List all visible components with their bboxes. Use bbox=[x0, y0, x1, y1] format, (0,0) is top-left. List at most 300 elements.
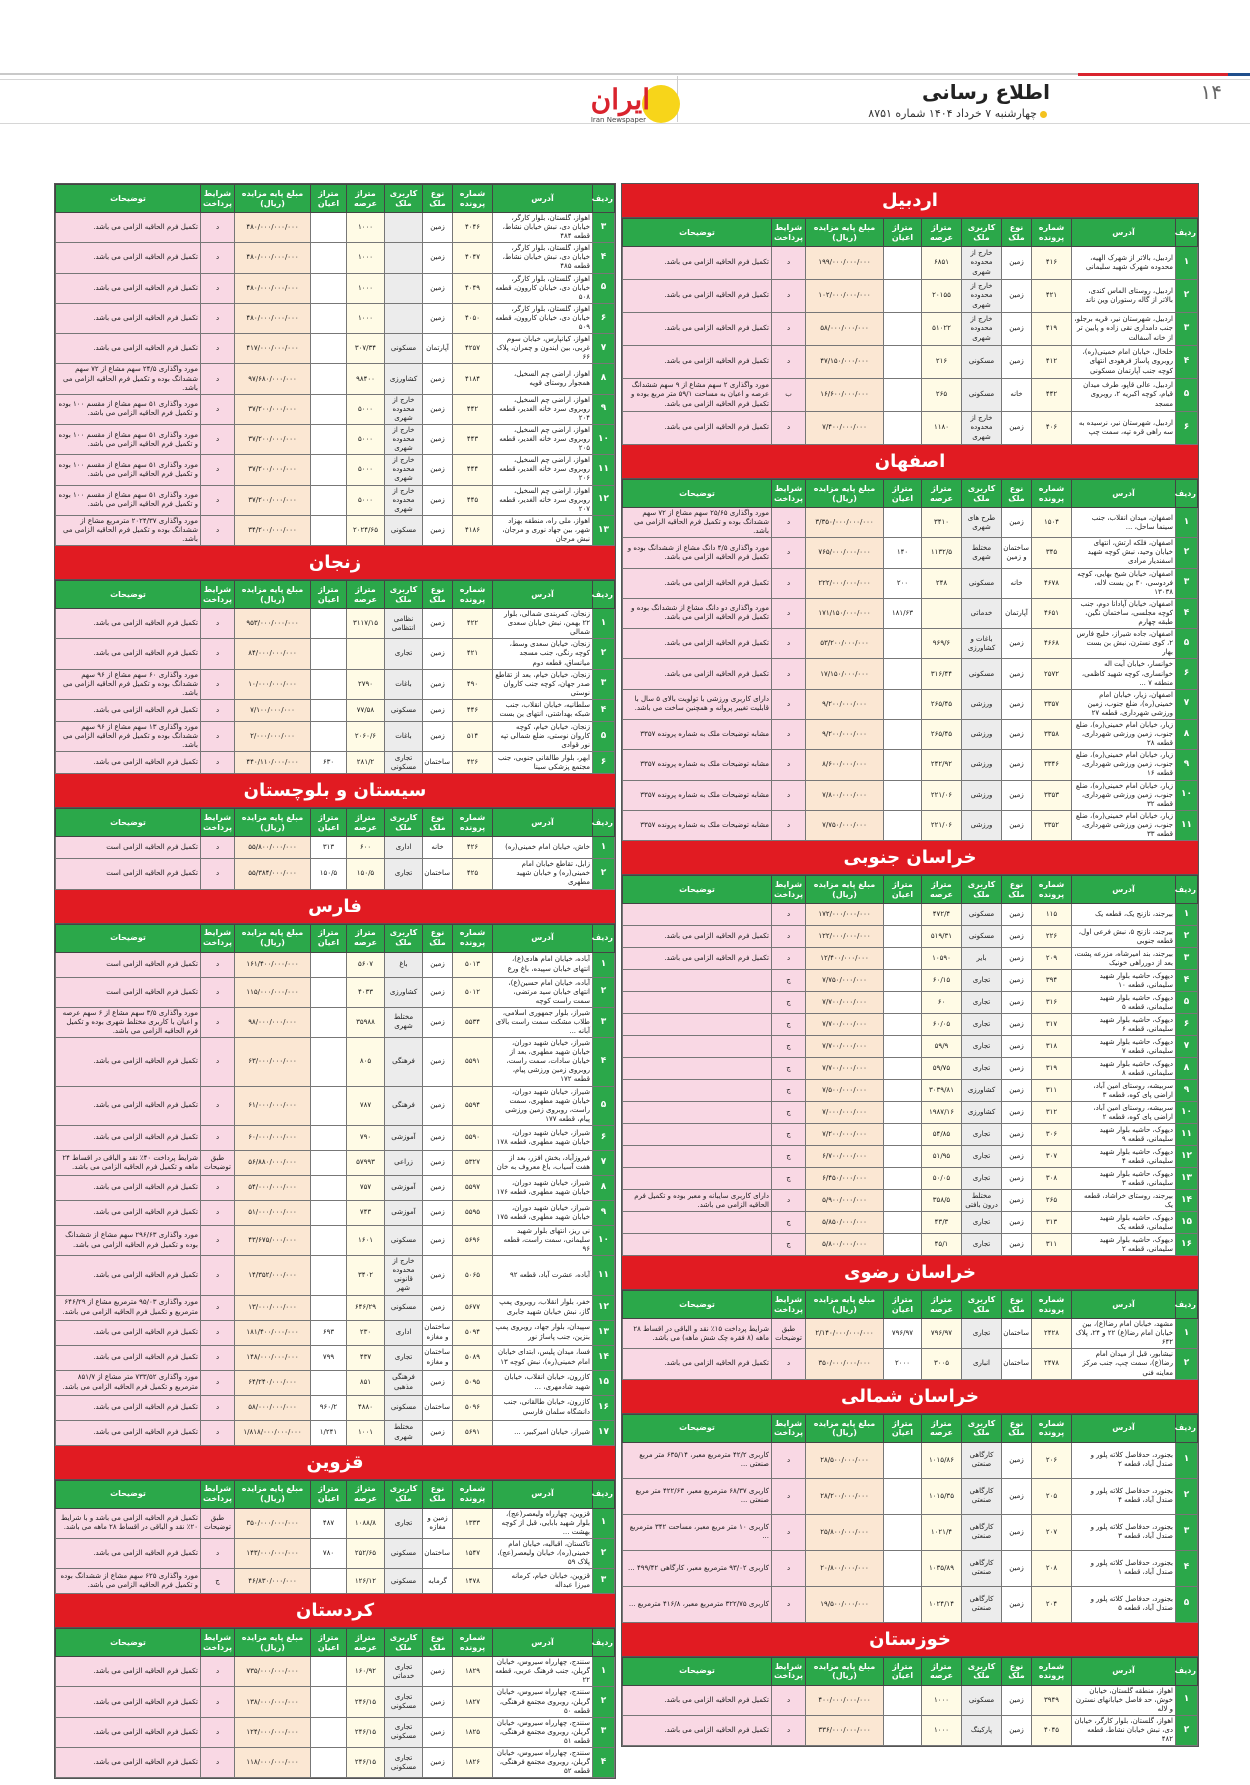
cell-row-number: ۲ bbox=[593, 1538, 615, 1568]
column-header-base-price: مبلغ پایه مزایده (ریال) bbox=[235, 924, 311, 952]
cell-land-use: تجاری bbox=[385, 639, 423, 669]
cell-row-number: ۱۵ bbox=[593, 1370, 615, 1395]
cell-file-number: ۱۵۴۷ bbox=[453, 1538, 493, 1568]
cell-row-number: ۸ bbox=[1176, 719, 1198, 749]
province-title: خوزستان bbox=[622, 1623, 1198, 1657]
cell-property-type: زمین bbox=[1002, 926, 1032, 948]
cell-base-price: ۳۳۶/۰۰۰/۰۰۰/۰۰۰ bbox=[806, 1715, 884, 1745]
cell-land-area: ۳۱۱۷/۱۵ bbox=[347, 609, 385, 639]
cell-base-price: ۲۲۲/۰۰۰/۰۰۰/۰۰۰ bbox=[806, 568, 884, 598]
cell-building-area bbox=[884, 1124, 922, 1146]
cell-base-price: ۵۵/۸۰۰/۰۰۰/۰۰۰ bbox=[235, 837, 311, 859]
table-row bbox=[56, 1038, 615, 1086]
cell-land-use: ورزشی bbox=[962, 689, 1002, 719]
column-header-address: آدرس bbox=[1072, 1291, 1176, 1319]
page-number: ۱۴ bbox=[1200, 80, 1222, 104]
column-header-property-type: نوع ملک bbox=[423, 809, 453, 837]
table-row bbox=[623, 1124, 1198, 1146]
cell-payment-terms: د bbox=[201, 721, 235, 751]
cell-base-price: ۸۴/۰۰۰/۰۰۰/۰۰۰ bbox=[235, 639, 311, 669]
cell-building-area bbox=[884, 904, 922, 926]
cell-payment-terms: ج bbox=[201, 1569, 235, 1594]
cell-property-type: خانه bbox=[423, 837, 453, 859]
auction-table bbox=[622, 1290, 1198, 1380]
cell-land-area: ۲۲۱/۰۶ bbox=[922, 780, 962, 810]
cell-address: زیار، خیابان امام خمینی(ره)، ضلع جنوب، زمین ورزشی شهرداری، قطعه ۳۲ bbox=[1072, 780, 1176, 810]
cell-land-use: مسکونی bbox=[962, 659, 1002, 689]
cell-property-type: زمین bbox=[1002, 1102, 1032, 1124]
cell-file-number: ۳۱۱ bbox=[1032, 1234, 1072, 1256]
cell-land-area: ۳۰۰۵ bbox=[922, 1349, 962, 1379]
cell-row-number: ۱ bbox=[1176, 904, 1198, 926]
column-header-description: توضیحات bbox=[623, 1657, 772, 1685]
cell-payment-terms: د bbox=[201, 1320, 235, 1345]
cell-base-price: ۱۲/۴۰۰/۰۰۰/۰۰۰ bbox=[806, 948, 884, 970]
cell-land-use bbox=[385, 213, 423, 243]
cell-land-use: نظامی انتظامی bbox=[385, 609, 423, 639]
table-header-row bbox=[623, 1291, 1198, 1319]
cell-row-number: ۲ bbox=[1176, 1715, 1198, 1745]
cell-address: اصفهان، جاده شیراز، خلیج فارس ۲، کوی نسترن، نبش بن بست بهار bbox=[1072, 629, 1176, 659]
cell-base-price: ۳۷/۲۰۰/۰۰۰/۰۰۰ bbox=[235, 485, 311, 515]
column-header-building-area: متراژ اعیان bbox=[311, 1480, 347, 1508]
column-header-description: توضیحات bbox=[56, 1629, 201, 1657]
column-header-land-use: کاربری ملک bbox=[962, 1657, 1002, 1685]
province-title: کردستان bbox=[55, 1594, 615, 1628]
cell-building-area: ۳۱۳ bbox=[311, 837, 347, 859]
cell-land-use: تجاری مسکونی bbox=[385, 1687, 423, 1717]
cell-land-area: ۷۹۰ bbox=[347, 1125, 385, 1150]
cell-building-area bbox=[311, 1370, 347, 1395]
cell-address: آباده، خیابان امام هادی(ع)، انتهای خیابان سپیده، باغ ورع bbox=[493, 952, 593, 977]
cell-address: اصفهان، فلکه ارتش، انتهای خیابان وحید، نبش کوچه شهید اسفندیار مرادی bbox=[1072, 538, 1176, 568]
cell-base-price: ۲۸/۵۰۰/۰۰۰/۰۰۰ bbox=[806, 1442, 884, 1478]
cell-land-area: ۸۵۱ bbox=[347, 1370, 385, 1395]
cell-file-number: ۵۶۹۱ bbox=[453, 1420, 493, 1445]
cell-land-use: خارج از محدوده شهری bbox=[962, 247, 1002, 280]
cell-property-type: زمین bbox=[1002, 1190, 1032, 1212]
cell-base-price: ۱۸۱/۴۰۰/۰۰۰/۰۰۰ bbox=[235, 1320, 311, 1345]
cell-building-area bbox=[311, 952, 347, 977]
cell-land-area: ۴۳۷ bbox=[347, 1345, 385, 1370]
cell-land-use: کشاورزی bbox=[385, 364, 423, 394]
cell-land-use: ورزشی bbox=[962, 750, 1002, 780]
cell-building-area bbox=[884, 992, 922, 1014]
cell-file-number: ۳۰۸ bbox=[1032, 1168, 1072, 1190]
cell-base-price: ۷/۲۰۰/۰۰۰/۰۰۰ bbox=[806, 1124, 884, 1146]
column-header-row-number: ردیف bbox=[1176, 876, 1198, 904]
cell-building-area bbox=[311, 424, 347, 454]
cell-land-use: تجاری bbox=[962, 1212, 1002, 1234]
cell-base-price: ۴۱۷/۰۰۰/۰۰۰/۰۰۰ bbox=[235, 334, 311, 364]
cell-land-use: تجاری bbox=[962, 1168, 1002, 1190]
cell-base-price: ۷۳۵/۰۰۰/۰۰۰/۰۰۰ bbox=[235, 1657, 311, 1687]
cell-base-price: ۶/۴۵۰/۰۰۰/۰۰۰ bbox=[806, 1168, 884, 1190]
column-header-description: توضیحات bbox=[56, 924, 201, 952]
cell-land-area: ۳۵۸/۵ bbox=[922, 1190, 962, 1212]
column-header-base-price: مبلغ پایه مزایده (ریال) bbox=[235, 185, 311, 213]
table-row bbox=[56, 952, 615, 977]
cell-file-number: ۳۹۴ bbox=[1032, 970, 1072, 992]
cell-base-price: ۹۵۳/۰۰۰/۰۰۰/۰۰۰ bbox=[235, 609, 311, 639]
cell-payment-terms: د bbox=[201, 1395, 235, 1420]
column-header-land-use: کاربری ملک bbox=[962, 219, 1002, 247]
cell-file-number: ۲۰۵ bbox=[1032, 1478, 1072, 1514]
cell-description: مورد واگذاری ۲ سهم مشاع از ۹ سهم ششدانگ عرصه و اعیان به مساحت ۵۹/۱ متر مربع بوده و تکمیل فرم الحاقیه الزامی می باشد. bbox=[623, 379, 772, 412]
column-header-address: آدرس bbox=[1072, 1657, 1176, 1685]
cell-base-price: ۵۸/۰۰۰/۰۰۰/۰۰۰ bbox=[806, 313, 884, 346]
cell-description: مورد واگذاری ۵۱ سهم مشاع از مقسم ۱۰۰ بوده و تکمیل فرم الحاقیه الزامی می باشد. bbox=[56, 424, 201, 454]
table-header-row bbox=[623, 480, 1198, 508]
cell-land-use: کارگاهی صنعتی bbox=[962, 1550, 1002, 1586]
cell-description: تکمیل فرم الحاقیه الزامی می باشد. bbox=[56, 1256, 201, 1295]
cell-land-area: ۱۰۰۱ bbox=[347, 1420, 385, 1445]
cell-description: مورد واگذاری ۷۳۳/۵۲ متر مشاع از ۸۵۱/۷ مترمربع و تکمیل فرم الحاقیه الزامی می باشد. bbox=[56, 1370, 201, 1395]
cell-land-use: خارج از محدوده شهری bbox=[962, 280, 1002, 313]
table-row bbox=[623, 1586, 1198, 1622]
cell-land-area: ۲۴۶/۱۵ bbox=[347, 1747, 385, 1777]
column-header-land-use: کاربری ملک bbox=[962, 480, 1002, 508]
cell-address: خوانسار، خیابان آیت اله خوانساری، کوچه شهید کاظمی، منطقه ۷ ... bbox=[1072, 659, 1176, 689]
cell-payment-terms: ج bbox=[772, 1234, 806, 1256]
cell-address: فیروزآباد، بخش افزر، بعد از هفت آسیاب، باغ معروف به خان bbox=[493, 1150, 593, 1175]
cell-row-number: ۴ bbox=[593, 699, 615, 721]
cell-building-area bbox=[884, 1442, 922, 1478]
cell-file-number: ۵۱۴ bbox=[453, 721, 493, 751]
cell-row-number: ۵ bbox=[1176, 992, 1198, 1014]
column-header-property-type: نوع ملک bbox=[1002, 219, 1032, 247]
cell-land-use: مسکونی bbox=[962, 346, 1002, 379]
cell-base-price: ۷/۱۰۰/۰۰۰/۰۰۰ bbox=[235, 699, 311, 721]
cell-building-area bbox=[311, 1125, 347, 1150]
cell-land-area: ۴۸۸۰ bbox=[347, 1395, 385, 1420]
logo-subtitle: Iran Newspaper bbox=[590, 116, 646, 124]
cell-property-type: زمین bbox=[423, 1687, 453, 1717]
cell-row-number: ۲ bbox=[593, 1687, 615, 1717]
cell-property-type: زمین bbox=[423, 485, 453, 515]
table-row bbox=[623, 1514, 1198, 1550]
table-row bbox=[56, 334, 615, 364]
cell-row-number: ۴ bbox=[593, 1747, 615, 1777]
cell-base-price: ۳۷/۲۰۰/۰۰۰/۰۰۰ bbox=[235, 394, 311, 424]
column-header-base-price: مبلغ پایه مزایده (ریال) bbox=[235, 581, 311, 609]
cell-property-type: زمین bbox=[423, 364, 453, 394]
cell-description: تکمیل فرم الحاقیه الزامی می باشد. bbox=[56, 1086, 201, 1125]
table-row bbox=[623, 313, 1198, 346]
cell-row-number: ۹ bbox=[593, 394, 615, 424]
cell-building-area bbox=[311, 1747, 347, 1777]
table-row bbox=[623, 1058, 1198, 1080]
cell-payment-terms: د bbox=[201, 1175, 235, 1200]
column-header-row-number: ردیف bbox=[593, 581, 615, 609]
cell-description bbox=[623, 904, 772, 926]
auction-table bbox=[55, 1480, 615, 1595]
cell-base-price: ۵۸/۰۰۰/۰۰۰/۰۰۰ bbox=[235, 1395, 311, 1420]
cell-land-area: ۱۰۰۰ bbox=[347, 243, 385, 273]
cell-land-area: ۱۶۰۱ bbox=[347, 1225, 385, 1255]
cell-property-type: زمین bbox=[1002, 1124, 1032, 1146]
cell-base-price: ۲۵/۸۰۰/۰۰۰/۰۰۰ bbox=[806, 1514, 884, 1550]
cell-building-area bbox=[311, 669, 347, 699]
column-header-land-use: کاربری ملک bbox=[385, 1480, 423, 1508]
column-header-file-number: شماره پرونده bbox=[453, 1629, 493, 1657]
table-row bbox=[623, 412, 1198, 445]
column-header-land-area: متراژ عرصه bbox=[922, 1291, 962, 1319]
cell-land-use: خارج از محدوده شهری bbox=[385, 394, 423, 424]
table-row bbox=[623, 346, 1198, 379]
cell-address: بجنورد، حدفاصل کلاته پلور و صندل آباد، قطعه ۳ bbox=[1072, 1514, 1176, 1550]
cell-base-price: ۱۴/۳۵۲/۰۰۰/۰۰۰ bbox=[235, 1256, 311, 1295]
cell-description: تکمیل فرم الحاقیه الزامی می باشد. bbox=[623, 926, 772, 948]
table-row bbox=[623, 1080, 1198, 1102]
cell-property-type: زمین bbox=[1002, 508, 1032, 538]
cell-file-number: ۵۵۳۴ bbox=[453, 1007, 493, 1037]
cell-base-price: ۷/۷۰۰/۰۰۰/۰۰۰ bbox=[806, 1036, 884, 1058]
cell-file-number: ۴۰۵۰ bbox=[453, 303, 493, 333]
cell-property-type: ساختمان bbox=[423, 752, 453, 774]
cell-address: اردبیل، بالاتر از شهرک الهیه، محدوده شهرک شهید سلیمانی bbox=[1072, 247, 1176, 280]
cell-property-type: زمین bbox=[423, 639, 453, 669]
table-row bbox=[623, 1442, 1198, 1478]
cell-land-use: مختلط درون بافتی bbox=[962, 1190, 1002, 1212]
cell-property-type: زمین bbox=[1002, 719, 1032, 749]
table-row bbox=[56, 1320, 615, 1345]
cell-property-type: زمین bbox=[423, 1717, 453, 1747]
cell-description: تکمیل فرم الحاقیه الزامی می باشد. bbox=[56, 1395, 201, 1420]
cell-payment-terms: د bbox=[201, 1687, 235, 1717]
column-header-payment-terms: شرایط پرداخت bbox=[201, 1629, 235, 1657]
cell-file-number: ۵۰۸۹ bbox=[453, 1345, 493, 1370]
cell-description: مشابه توضیحات ملک به شماره پرونده ۳۳۵۷ bbox=[623, 750, 772, 780]
cell-property-type: زمین bbox=[1002, 1212, 1032, 1234]
cell-file-number: ۱۸۲۹ bbox=[453, 1657, 493, 1687]
cell-file-number: ۵۵۹۱ bbox=[453, 1038, 493, 1086]
cell-property-type: زمین bbox=[1002, 1685, 1032, 1715]
table-row bbox=[56, 721, 615, 751]
cell-property-type: زمین bbox=[1002, 1058, 1032, 1080]
cell-base-price: ۱۰۲/۰۰۰/۰۰۰/۰۰۰ bbox=[806, 280, 884, 313]
cell-building-area: ۱۸۱/۶۳ bbox=[884, 598, 922, 628]
cell-property-type: زمین bbox=[423, 1295, 453, 1320]
table-row bbox=[623, 992, 1198, 1014]
column-header-file-number: شماره پرونده bbox=[1032, 1657, 1072, 1685]
auction-table bbox=[622, 875, 1198, 1256]
cell-building-area bbox=[884, 629, 922, 659]
cell-address: نیشابور، قبل از میدان امام رضا(ع)، سمت چپ، جنب مرکز معاینه فنی bbox=[1072, 1349, 1176, 1379]
cell-building-area bbox=[311, 1200, 347, 1225]
cell-base-price: ۵۴/۰۰۰/۰۰۰/۰۰۰ bbox=[235, 1175, 311, 1200]
cell-building-area bbox=[884, 948, 922, 970]
cell-land-use bbox=[385, 303, 423, 333]
cell-address: شیراز، خیابان شهید دوران، خیابان شهید مطهری، بعد از خیابان سادات، سمت راست، روبروی زمین ورزشی پیام، قطعه ۱۷۲ bbox=[493, 1038, 593, 1086]
cell-address: زنجان، خیابان خیام، بعد از تقاطع صدر جهان، کوچه جنب کاروان نوستی bbox=[493, 669, 593, 699]
cell-payment-terms: د bbox=[201, 859, 235, 889]
cell-file-number: ۳۱۶ bbox=[1032, 992, 1072, 1014]
cell-land-use: کارگاهی صنعتی bbox=[962, 1442, 1002, 1478]
cell-base-price: ۱۱۸/۰۰۰/۰۰۰/۰۰۰ bbox=[235, 1747, 311, 1777]
cell-building-area bbox=[884, 412, 922, 445]
cell-base-price: ۱۶/۶۰۰/۰۰۰/۰۰۰ bbox=[806, 379, 884, 412]
cell-land-use: مسکونی bbox=[385, 1569, 423, 1594]
cell-base-price: ۳۵۰/۰۰۰/۰۰۰/۰۰۰ bbox=[806, 1349, 884, 1379]
column-header-address: آدرس bbox=[1072, 480, 1176, 508]
cell-description bbox=[623, 1234, 772, 1256]
cell-payment-terms: طبق توضیحات bbox=[201, 1150, 235, 1175]
cell-payment-terms: ج bbox=[772, 970, 806, 992]
cell-payment-terms: د bbox=[201, 424, 235, 454]
issue-line bbox=[868, 107, 1050, 120]
cell-address: دیهوک، حاشیه بلوار شهید سلیمانی، قطعه ۴ bbox=[1072, 1146, 1176, 1168]
cell-description: مورد واگذاری ۲۵/۶۵ سهم مشاع از ۷۲ سهم ششدانگ بوده و تکمیل فرم الحاقیه الزامی می باشد. bbox=[623, 508, 772, 538]
cell-file-number: ۳۳۴۶ bbox=[1032, 750, 1072, 780]
cell-row-number: ۳ bbox=[1176, 1514, 1198, 1550]
cell-row-number: ۲ bbox=[593, 859, 615, 889]
cell-description: مورد واگذاری ۲۴/۵ سهم مشاع از ۷۲ سهم ششدانگ بوده و تکمیل فرم الحاقیه الزامی می باشد. bbox=[56, 364, 201, 394]
cell-land-use: طرح های شهری bbox=[962, 508, 1002, 538]
table-row bbox=[56, 303, 615, 333]
cell-row-number: ۹ bbox=[1176, 750, 1198, 780]
province-title: زنجان bbox=[55, 546, 615, 580]
cell-building-area bbox=[884, 313, 922, 346]
table-header-row bbox=[623, 1657, 1198, 1685]
cell-land-use: مسکونی bbox=[385, 699, 423, 721]
cell-address: زنجان، خیابان خیام، کوچه کاروان نوستی، ضلع شمالی تپه نور قوادی bbox=[493, 721, 593, 751]
cell-address: اهواز، اراضی چم السخیل، همجوار روستای قویه bbox=[493, 364, 593, 394]
cell-payment-terms: د bbox=[201, 1657, 235, 1687]
cell-building-area bbox=[884, 810, 922, 840]
cell-description: تکمیل فرم الحاقیه الزامی می باشد. bbox=[56, 273, 201, 303]
cell-land-use: مختلط شهری bbox=[385, 1007, 423, 1037]
cell-land-use: تجاری مسکونی bbox=[385, 1717, 423, 1747]
column-header-property-type: نوع ملک bbox=[423, 924, 453, 952]
cell-file-number: ۲۰۴ bbox=[1032, 1586, 1072, 1622]
cell-base-price: ۸/۶۰۰/۰۰۰/۰۰۰ bbox=[806, 750, 884, 780]
column-header-property-type: نوع ملک bbox=[1002, 1291, 1032, 1319]
cell-base-price: ۲/۱۴۰/۰۰۰/۰۰۰/۰۰۰ bbox=[806, 1319, 884, 1349]
cell-address: اهواز، کیانپارس، خیابان سوم غربی، بین ایندون و چمران، پلاک ۶۶ bbox=[493, 334, 593, 364]
cell-base-price: ۴۳/۶۷۵/۰۰۰/۰۰۰ bbox=[235, 1225, 311, 1255]
cell-file-number: ۲۰۷ bbox=[1032, 1514, 1072, 1550]
cell-payment-terms: د bbox=[772, 904, 806, 926]
cell-file-number: ۴۴۲ bbox=[1032, 379, 1072, 412]
cell-description: تکمیل فرم الحاقیه الزامی است bbox=[56, 952, 201, 977]
table-row bbox=[56, 669, 615, 699]
column-header-payment-terms: شرایط پرداخت bbox=[772, 1657, 806, 1685]
cell-land-area: ۷۷/۵۸ bbox=[347, 699, 385, 721]
cell-property-type: زمین bbox=[423, 1125, 453, 1150]
cell-building-area bbox=[884, 346, 922, 379]
auction-table bbox=[55, 184, 615, 546]
cell-base-price: ۵/۸۰۰/۰۰۰/۰۰۰ bbox=[806, 1234, 884, 1256]
cell-row-number: ۷ bbox=[1176, 689, 1198, 719]
cell-land-area: ۷۴۳ bbox=[347, 1200, 385, 1225]
table-row bbox=[56, 837, 615, 859]
cell-description: مشابه توضیحات ملک به شماره پرونده ۳۳۵۷ bbox=[623, 810, 772, 840]
cell-description: تکمیل فرم الحاقیه الزامی می باشد. bbox=[56, 1538, 201, 1568]
column-header-address: آدرس bbox=[493, 1480, 593, 1508]
cell-description: تکمیل فرم الحاقیه الزامی می باشد. bbox=[56, 1345, 201, 1370]
cell-land-use: ورزشی bbox=[962, 719, 1002, 749]
cell-building-area bbox=[311, 721, 347, 751]
cell-payment-terms: د bbox=[201, 1038, 235, 1086]
table-header-row bbox=[56, 924, 615, 952]
cell-building-area bbox=[311, 364, 347, 394]
cell-payment-terms: د bbox=[772, 629, 806, 659]
cell-property-type: زمین bbox=[423, 213, 453, 243]
cell-land-use: مسکونی bbox=[962, 379, 1002, 412]
cell-file-number: ۳۰۷ bbox=[1032, 1146, 1072, 1168]
cell-land-area: ۱۰۵۹۰ bbox=[922, 948, 962, 970]
cell-property-type: زمین bbox=[1002, 750, 1032, 780]
cell-payment-terms: د bbox=[772, 1442, 806, 1478]
cell-file-number: ۴۶۶۸ bbox=[1032, 629, 1072, 659]
cell-land-area: ۲۲۱/۰۶ bbox=[922, 810, 962, 840]
cell-description: دارای کاربری سایبانه و معبر بوده و تکمیل فرم الحاقیه الزامی می باشد. bbox=[623, 1190, 772, 1212]
cell-property-type: آپارتمان bbox=[423, 334, 453, 364]
cell-description: مورد واگذاری دو دانگ مشاع از ششدانگ بوده و تکمیل فرم الحاقیه الزامی می باشد. bbox=[623, 598, 772, 628]
column-header-land-area: متراژ عرصه bbox=[922, 1414, 962, 1442]
cell-land-area: ۲۶۵ bbox=[922, 379, 962, 412]
cell-land-area: ۵۹/۷۵ bbox=[922, 1058, 962, 1080]
cell-payment-terms: د bbox=[772, 750, 806, 780]
cell-description: مورد واگذاری ۳/۵ سهم مشاع از ۶ سهم عرصه و اعیان با کاربری مختلط شهری بوده و تکمیل فرم الحاقیه الزامی می باشد. bbox=[56, 1007, 201, 1037]
cell-description bbox=[623, 1146, 772, 1168]
cell-base-price: ۱۷۱/۱۵۰/۰۰۰/۰۰۰ bbox=[806, 598, 884, 628]
cell-land-use: تجاری bbox=[962, 970, 1002, 992]
cell-description: کاربری ۶۸/۳۷ مترمربع معبر، ۴۲۲/۶۳ متر مربع صنعتی ... bbox=[623, 1478, 772, 1514]
cell-file-number: ۴۰۴۵ bbox=[1032, 1715, 1072, 1745]
cell-land-area: ۱۱۳۲/۵ bbox=[922, 538, 962, 568]
cell-property-type: زمین bbox=[1002, 346, 1032, 379]
cell-payment-terms: ج bbox=[772, 1036, 806, 1058]
column-header-payment-terms: شرایط پرداخت bbox=[201, 581, 235, 609]
cell-file-number: ۳۱۸ bbox=[1032, 1036, 1072, 1058]
cell-row-number: ۱۲ bbox=[593, 485, 615, 515]
cell-file-number: ۳۰۶ bbox=[1032, 1124, 1072, 1146]
cell-description: تکمیل فرم الحاقیه الزامی می باشد. bbox=[56, 1038, 201, 1086]
column-header-land-area: متراژ عرصه bbox=[347, 924, 385, 952]
column-header-building-area: متراژ اعیان bbox=[311, 809, 347, 837]
cell-land-area bbox=[922, 598, 962, 628]
table-row bbox=[56, 424, 615, 454]
column-header-land-use: کاربری ملک bbox=[385, 185, 423, 213]
cell-building-area bbox=[311, 243, 347, 273]
cell-property-type: زمین bbox=[1002, 629, 1032, 659]
cell-building-area bbox=[884, 1058, 922, 1080]
cell-land-use: تجاری bbox=[962, 1124, 1002, 1146]
column-header-land-area: متراژ عرصه bbox=[922, 876, 962, 904]
cell-land-use: پارکینگ bbox=[962, 1715, 1002, 1745]
table-row bbox=[56, 1125, 615, 1150]
column-header-property-type: نوع ملک bbox=[1002, 876, 1032, 904]
column-header-row-number: ردیف bbox=[593, 185, 615, 213]
table-row bbox=[623, 659, 1198, 689]
cell-land-area: ۳۴۱۰ bbox=[922, 508, 962, 538]
table-row bbox=[623, 629, 1198, 659]
column-header-row-number: ردیف bbox=[593, 809, 615, 837]
column-header-description: توضیحات bbox=[56, 581, 201, 609]
cell-description: تکمیل فرم الحاقیه الزامی می باشد. bbox=[56, 1125, 201, 1150]
cell-address: دیهوک، حاشیه بلوار شهید سلیمانی، قطعه ۱۰ bbox=[1072, 970, 1176, 992]
cell-address: زابل، تقاطع خیابان امام خمینی(ره) و خیابان شهید مطهری bbox=[493, 859, 593, 889]
cell-address: شیراز، خیابان شهید دوران، خیابان شهید مطهری، قطعه ۱۷۸ bbox=[493, 1125, 593, 1150]
cell-file-number: ۱۱۵ bbox=[1032, 904, 1072, 926]
cell-building-area bbox=[884, 1080, 922, 1102]
cell-description: مورد واگذاری ۹۵/۰۳ مترمربع مشاع از ۶۴۶/۲۹ مترمربع و تکمیل فرم الحاقیه الزامی می باشد. bbox=[56, 1295, 201, 1320]
cell-land-area: ۶۰ bbox=[922, 992, 962, 1014]
cell-row-number: ۳ bbox=[593, 1007, 615, 1037]
cell-row-number: ۱ bbox=[1176, 1319, 1198, 1349]
